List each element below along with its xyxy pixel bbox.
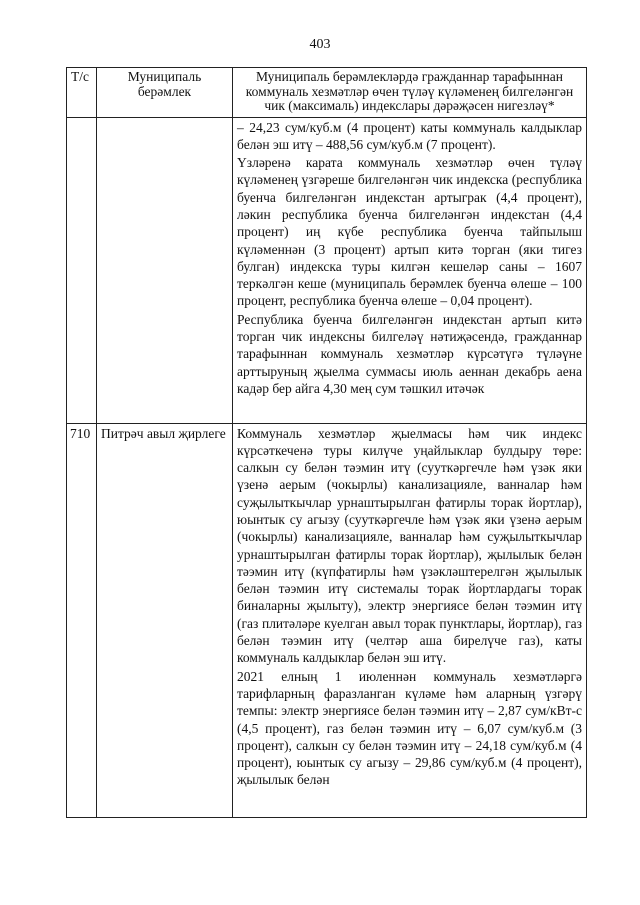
page-number: 403: [309, 37, 331, 52]
tariff-table: [66, 67, 587, 818]
row-num: 710: [67, 423, 97, 817]
description-paragraph: – 24,23 сум/куб.м (4 процент) каты коммуналь калдыклар белән эш итү – 488,56 сум/куб.м (7 процент).: [237, 119, 582, 152]
description-paragraph: Үзләренә карата коммуналь хезмәтләр өчен түләү күләменең үзгәреше билгеләнгән чик индекска (республика буенча билгеләнгән индекстан артыграк (4,4 процент), ләкин республика буенча билгеләнгән индекстан (4,4 процент) иң күбе республика буенча тайпылыш күләменнән (3 процент) артып китә торган (яки тигез булган) индекска туры килгән кешеләр саны – 1607 теркәлгән кеше (муниципаль берәмлек буенча өлеше – 100 процент, республика буенча өлеше – 0,04 процент).: [237, 155, 582, 309]
row-description: [233, 423, 587, 817]
table-row: [67, 117, 587, 423]
description-paragraph: Республика буенча билгеләнгән индекстан артып китә торган чик индексны билгеләү нәтиҗәсендә, гражданнар тарафыннан коммуналь хезмәтләр күрсәтүгә түләүне арттыруның җыелма суммасы июль аеннан декабрь аена кадәр бер айга 4,30 мең сум тәшкил итәчәк: [237, 311, 582, 396]
row-municipality: [97, 117, 233, 423]
row-description: [233, 117, 587, 423]
header-num: Т/с: [67, 68, 97, 118]
row-num: [67, 117, 97, 423]
description-paragraph: 2021 елның 1 июленнән коммуналь хезмәтләргә тарифларның фаразланган күләме һәм аларның үзгәрү темпы: электр энергиясе белән тәэмин итү – 2,87 сум/кВт-с (4,5 процент), газ белән тәэмин итү – 6,07 сум/куб.м (3 процент), салкын су белән тәэмин итү – 24,18 сум/куб.м (4 процент), юынтык су агызу – 29,86 сум/куб.м (4 процент), җылылык белән: [237, 668, 582, 788]
description-paragraph: Коммуналь хезмәтләр җыелмасы һәм чик индекс күрсәткеченә туры килүче уңайлыклар булдыру төре: салкын су белән тәэмин итү (сууткәргечле һәм үзәк яки үзенә аерым (чокырлы) канализацияле, ванналар һәм суҗылыткычлар урнаштырылган фатирлы торак йортлар), юынтык су агызу (сууткәргечле һәм үзәк яки үзенә аерым (чокырлы) канализацияле, ванналар һәм суҗылыткычлар урнаштырылган фатирлы торак йортлар), җылылык белән тәэмин итү (күпфатирлы һәм үзәкләштерелгән җылылык белән тәэмин итү системалы торак йортлардагы торак биналарны җылыту), электр энергиясе белән тәэмин итү (газ плитәләре куелган авыл торак пунктлары, йортлар), газ белән тәэмин итү (челтәр аша бирелүче газ), каты коммуналь калдыклар белән эш итү.: [237, 425, 582, 666]
header-description: Муниципаль берәмлекләрдә гражданнар тарафыннан коммуналь хезмәтләр өчен түләү күләменең билгеләнгән чик (максималь) индекслары дәрәҗәсен нигезләү*: [233, 68, 587, 118]
header-municipality: Муниципаль берәмлек: [97, 68, 233, 118]
table-header-row: [67, 68, 587, 118]
table-row: [67, 423, 587, 817]
row-municipality: Питрәч авыл җирлеге: [97, 423, 233, 817]
